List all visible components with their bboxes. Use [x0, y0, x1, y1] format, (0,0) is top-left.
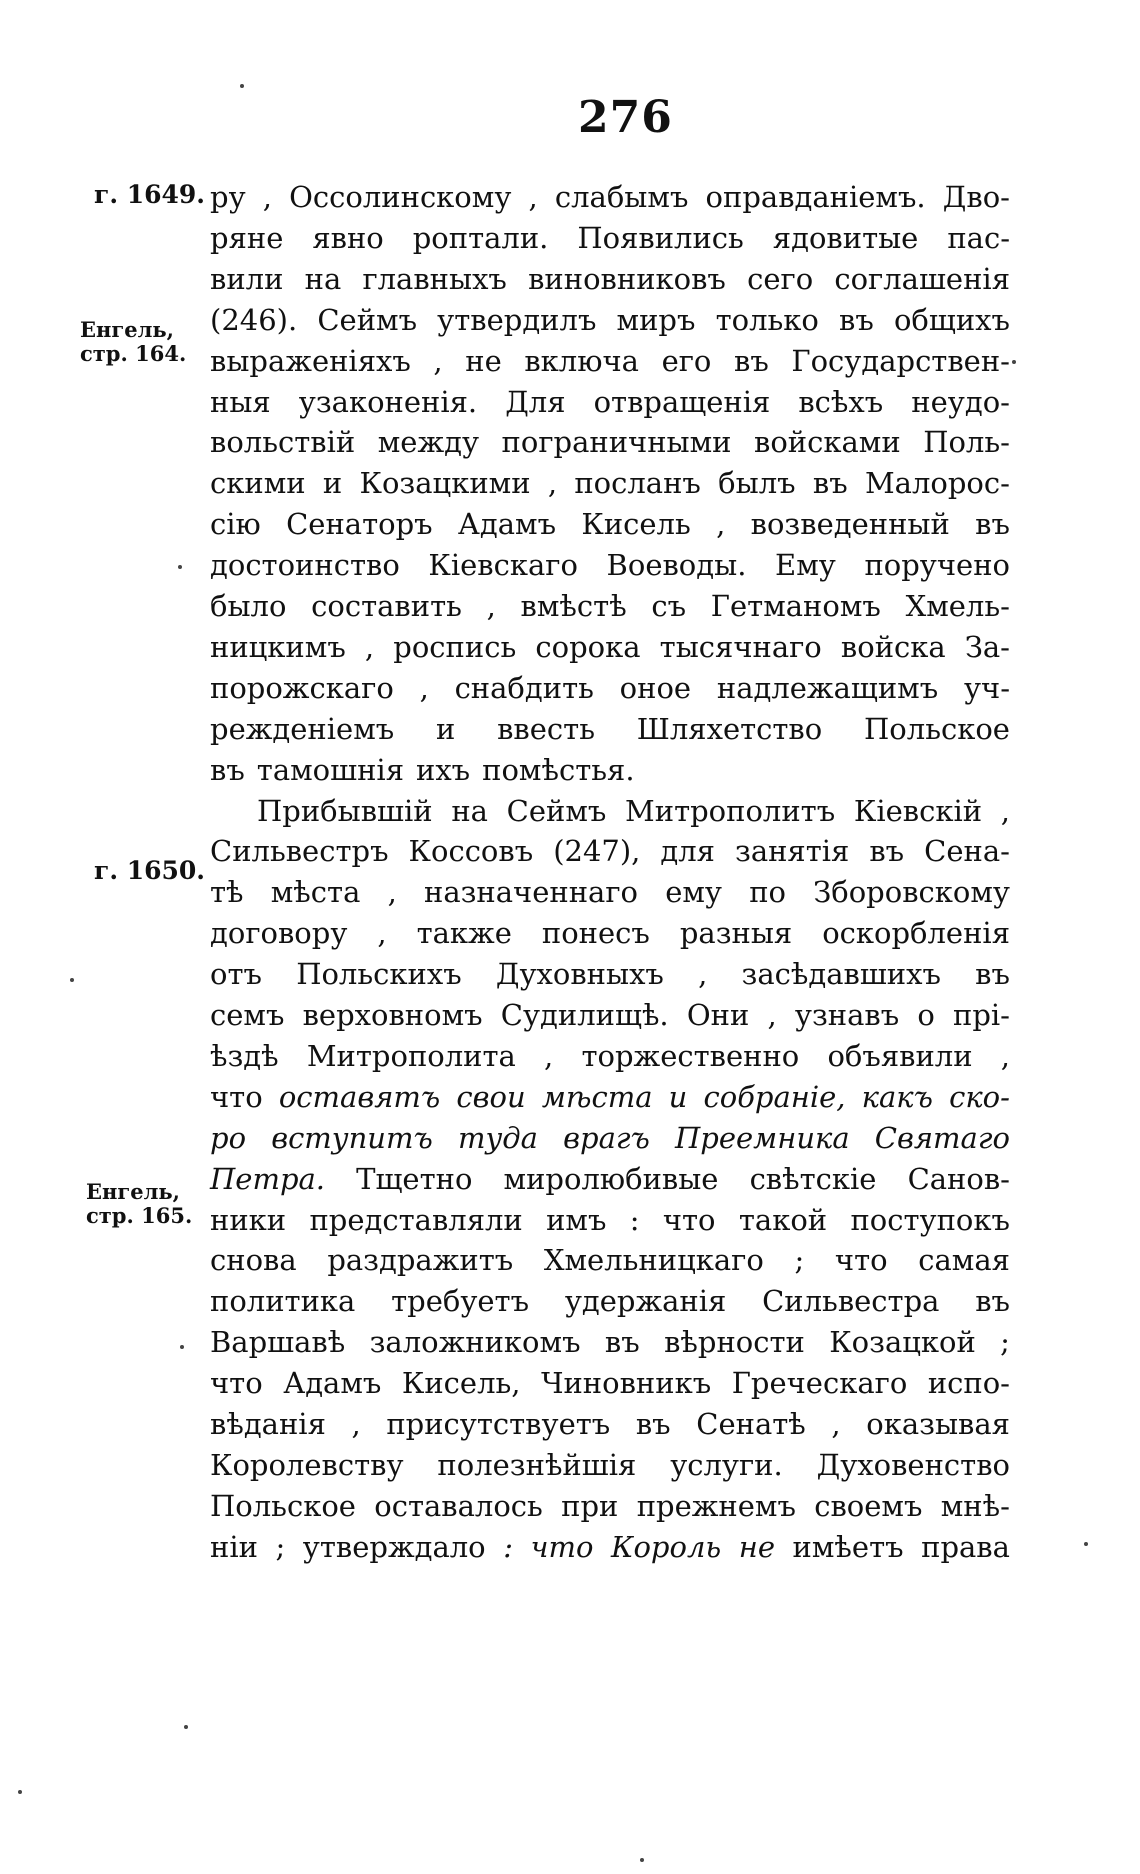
word: ,: [377, 916, 387, 951]
text-line: [210, 1280, 1010, 1322]
text-line: [210, 585, 1010, 627]
text-line: [210, 1526, 1010, 1568]
word: заложникомъ: [369, 1325, 581, 1360]
word: сорока: [535, 629, 641, 664]
word: слабымъ: [554, 180, 689, 214]
word: Ему: [775, 548, 836, 583]
text-line: [210, 1076, 1010, 1118]
word: главныхъ: [362, 261, 507, 296]
word: также: [416, 916, 512, 951]
word: объявили: [827, 1038, 973, 1073]
word: Козацкой: [829, 1325, 976, 1360]
word: скими: [210, 466, 306, 501]
word: Зборовскому: [813, 875, 1010, 910]
word: :: [503, 1529, 513, 1564]
word: всѣхъ: [798, 384, 884, 419]
word: ,: [547, 466, 558, 501]
word: права: [921, 1529, 1010, 1564]
margin-year-1650: г. 1650.: [94, 856, 206, 885]
word: представляли: [309, 1202, 523, 1237]
text-line: [210, 299, 1010, 341]
text-line: [210, 830, 1010, 872]
stray-mark: [640, 1858, 644, 1862]
word: услуги.: [670, 1447, 783, 1482]
word: и: [322, 466, 343, 501]
text-line: [210, 1444, 1010, 1486]
word: помѣстья.: [482, 752, 635, 787]
word: его: [661, 343, 712, 378]
word: въ: [635, 1407, 671, 1441]
word: Малорос-: [864, 466, 1010, 501]
word: ихъ: [416, 752, 471, 787]
word: Сена-: [924, 834, 1010, 869]
word: не: [738, 1529, 776, 1564]
word: отвращенія: [593, 384, 771, 419]
word: назначеннаго: [423, 875, 638, 910]
word: войска: [840, 629, 946, 664]
word: Появились: [577, 220, 744, 255]
word: Адамъ: [283, 1366, 382, 1401]
text-line: [210, 176, 1010, 218]
word: тысячнаго: [659, 629, 822, 664]
stray-mark: [1084, 1542, 1088, 1546]
word: Преемника: [675, 1120, 850, 1155]
text-line: [210, 1485, 1010, 1527]
word: ско-: [949, 1079, 1010, 1114]
word: Кисель,: [401, 1366, 521, 1401]
word: на: [304, 261, 342, 296]
word: отъ: [210, 957, 262, 992]
word: оскорбленія: [822, 916, 1010, 951]
word: Тщетно: [356, 1161, 473, 1196]
word: ;: [275, 1529, 286, 1564]
word: ,: [419, 670, 429, 705]
word: достоинство: [210, 548, 400, 583]
word: по: [749, 875, 786, 910]
margin-note-engel-165: [86, 1180, 192, 1228]
word: соглашенія: [834, 261, 1010, 296]
word: ру: [210, 180, 246, 214]
word: (246).: [210, 302, 298, 337]
word: ро: [210, 1120, 247, 1155]
word: собраніе,: [703, 1079, 846, 1114]
word: Прибывшій: [257, 793, 433, 828]
word: оставятъ: [278, 1079, 441, 1114]
word: уч-: [963, 670, 1010, 705]
word: ;: [1000, 1325, 1010, 1360]
word: Варшавѣ: [210, 1325, 346, 1360]
word: Хмель-: [905, 589, 1010, 623]
text-line: [210, 912, 1010, 954]
word: Сеймъ: [506, 793, 607, 828]
word: ,: [528, 180, 538, 214]
word: былъ: [718, 466, 796, 501]
margin-note-line: Енгель,: [80, 317, 174, 342]
word: Королевству: [210, 1447, 404, 1482]
stray-mark: [178, 565, 182, 569]
text-line: [210, 381, 1010, 423]
text-line: [210, 953, 1010, 995]
word: въ: [975, 1284, 1010, 1319]
word: Сеймъ: [317, 302, 418, 337]
word: Санов-: [907, 1161, 1010, 1196]
word: прежнемъ: [636, 1488, 796, 1523]
word: полезнѣйшія: [437, 1447, 637, 1482]
word: :: [629, 1202, 640, 1237]
word: ,: [1000, 793, 1010, 828]
word: ,: [767, 998, 777, 1032]
word: самая: [918, 1243, 1010, 1278]
text-line: [210, 749, 1010, 791]
word: при: [561, 1488, 619, 1523]
word: въ: [975, 507, 1010, 542]
word: Государствен-: [791, 343, 1010, 378]
text-line: [210, 1035, 1010, 1077]
word: оправданіемъ.: [705, 180, 926, 214]
word: въ: [869, 834, 905, 869]
word: ряне: [210, 220, 284, 255]
word: не: [465, 343, 502, 378]
margin-note-line: Енгель,: [86, 1179, 180, 1204]
word: оказывая: [866, 1407, 1010, 1441]
text-line: [210, 1239, 1010, 1281]
word: Оссолинскому: [289, 180, 512, 214]
word: Воеводы.: [606, 548, 747, 583]
margin-note-line: стр. 164.: [80, 341, 187, 366]
word: вили: [210, 261, 284, 296]
word: между: [377, 425, 480, 460]
stray-mark: [1012, 360, 1016, 364]
margin-year-1649: г. 1649.: [94, 180, 206, 209]
word: какъ: [861, 1079, 933, 1114]
word: имъ: [546, 1202, 607, 1237]
word: испо-: [927, 1366, 1010, 1401]
word: включа: [524, 343, 639, 378]
word: поступокъ: [850, 1202, 1010, 1237]
word: удержанія: [564, 1284, 727, 1319]
word: ,: [486, 589, 496, 623]
word: въ: [839, 302, 874, 337]
word: войсками: [754, 425, 901, 460]
word: Гетманомъ: [710, 589, 881, 623]
word: было: [210, 589, 287, 623]
word: и: [435, 711, 456, 746]
word: Шляхетство: [636, 711, 823, 746]
word: выраженіяхъ: [210, 343, 411, 378]
word: вмѣстѣ: [520, 589, 627, 623]
word: ,: [262, 180, 272, 214]
word: неудо-: [911, 384, 1010, 419]
word: ,: [364, 629, 375, 664]
word: ніи: [210, 1529, 258, 1564]
word: занятія: [735, 834, 850, 869]
text-line: [210, 462, 1010, 504]
text-line: [210, 1362, 1010, 1404]
text-line: [210, 708, 1010, 750]
word: въ: [604, 1325, 640, 1360]
word: о: [917, 998, 935, 1032]
margin-note-engel-164: [80, 318, 186, 366]
word: Адамъ: [457, 507, 557, 542]
word: За-: [964, 629, 1010, 664]
word: вѣданія: [210, 1407, 326, 1441]
word: Коссовъ: [408, 834, 534, 869]
word: только: [715, 302, 819, 337]
stray-mark: [184, 1725, 188, 1729]
text-line: [210, 258, 1010, 300]
word: верховномъ: [302, 998, 483, 1032]
word: Сильвестръ: [210, 834, 389, 869]
word: узнавъ: [794, 998, 900, 1032]
stray-mark: [240, 84, 244, 88]
word: Козацкими: [359, 466, 531, 501]
word: снабдить: [454, 670, 594, 705]
text-line: [210, 994, 1010, 1036]
word: Кіевскій: [853, 793, 983, 828]
word: Митрополита: [306, 1038, 516, 1073]
word: Сильвестра: [762, 1284, 940, 1319]
word: ему: [665, 875, 722, 910]
word: утвердилъ: [437, 302, 597, 337]
text-line: [210, 626, 1010, 668]
word: пас-: [947, 220, 1010, 255]
word: свои: [456, 1079, 526, 1114]
word: посланъ: [574, 466, 701, 501]
text-line: [210, 1158, 1010, 1200]
word: оное: [619, 670, 692, 705]
word: семъ: [210, 998, 285, 1032]
text-line: [210, 871, 1010, 913]
word: Хмельницкаго: [543, 1243, 764, 1278]
word: ;: [794, 1243, 805, 1278]
word: Петра.: [210, 1161, 326, 1196]
page-number: 276: [578, 92, 673, 143]
word: ввесть: [497, 711, 595, 746]
word: на: [451, 793, 488, 828]
word: Кіевскаго: [428, 548, 578, 583]
word: Святаго: [874, 1120, 1010, 1155]
word: вѣрности: [664, 1325, 805, 1360]
text-line: [210, 421, 1010, 463]
word: разныя: [679, 916, 793, 951]
word: Духовныхъ: [495, 957, 664, 992]
margin-note-line: стр. 165.: [86, 1203, 193, 1228]
word: (247),: [553, 834, 641, 869]
text-line: [210, 667, 1010, 709]
word: утверждало: [302, 1529, 486, 1564]
stray-mark: [180, 1345, 184, 1349]
word: ,: [544, 1038, 554, 1073]
word: Польское: [864, 711, 1010, 746]
word: Польское: [210, 1488, 356, 1523]
word: для: [660, 834, 715, 869]
word: своемъ: [814, 1488, 923, 1523]
word: туда: [457, 1120, 538, 1155]
word: виновниковъ: [528, 261, 726, 296]
word: пограничными: [501, 425, 732, 460]
word: Митрополитъ: [625, 793, 836, 828]
word: въ: [734, 343, 769, 378]
text-line: [210, 1199, 1010, 1241]
word: въ: [975, 957, 1010, 992]
word: Судилищѣ.: [500, 998, 669, 1032]
word: ядовитые: [772, 220, 919, 255]
text-line: [210, 217, 1010, 259]
word: поручено: [864, 548, 1010, 583]
word: Духовенство: [816, 1447, 1010, 1482]
word: режденіемъ: [210, 711, 395, 746]
word: роптали.: [412, 220, 549, 255]
word: явно: [312, 220, 384, 255]
word: прі-: [953, 998, 1010, 1032]
word: ,: [351, 1407, 361, 1441]
word: что: [530, 1529, 594, 1564]
word: тамошнія: [256, 752, 404, 787]
word: засѣдавшихъ: [741, 957, 941, 992]
word: надлежащимъ: [716, 670, 939, 705]
word: ѣздѣ: [210, 1038, 279, 1073]
word: Чиновникъ: [541, 1366, 712, 1401]
word: ,: [698, 957, 708, 992]
word: роспись: [393, 629, 517, 664]
word: составить: [311, 589, 462, 623]
word: имѣетъ: [792, 1529, 904, 1564]
word: Король: [611, 1529, 722, 1564]
word: Польскихъ: [296, 957, 462, 992]
word: что: [834, 1243, 888, 1278]
word: Кисель: [581, 507, 691, 542]
word: Сенаторъ: [286, 507, 433, 542]
text-line: [210, 1117, 1010, 1159]
text-line: [210, 1403, 1010, 1445]
stray-mark: [18, 1790, 22, 1794]
word: ,: [433, 343, 443, 378]
word: сего: [747, 261, 814, 296]
word: что: [662, 1202, 716, 1237]
word: порожскаго: [210, 670, 394, 705]
word: ницкимъ: [210, 629, 346, 664]
word: возведенный: [750, 507, 950, 542]
word: требуетъ: [391, 1284, 530, 1319]
word: понесъ: [541, 916, 650, 951]
word: торжественно: [581, 1038, 800, 1073]
word: ,: [716, 507, 726, 542]
word: мѣста: [270, 875, 361, 910]
word: Для: [505, 384, 566, 419]
word: Дво-: [942, 180, 1010, 214]
word: что: [210, 1366, 263, 1401]
word: ,: [387, 875, 397, 910]
word: въ: [210, 752, 245, 787]
word: Они: [686, 998, 750, 1032]
text-line: [210, 544, 1010, 586]
word: и: [668, 1079, 688, 1114]
text-line: [210, 340, 1010, 382]
word: тѣ: [210, 875, 244, 910]
word: врагъ: [563, 1120, 650, 1155]
word: общихъ: [893, 302, 1010, 337]
text-line: [257, 790, 1010, 832]
word: съ: [651, 589, 687, 623]
word: мнѣ-: [940, 1488, 1010, 1523]
word: ники: [210, 1202, 287, 1237]
word: свѣтскіе: [749, 1161, 877, 1196]
word: такой: [738, 1202, 828, 1237]
stray-mark: [70, 978, 74, 982]
text-line: [210, 503, 1010, 545]
word: снова: [210, 1243, 297, 1278]
word: ,: [1000, 1038, 1010, 1073]
word: Греческаго: [731, 1366, 908, 1401]
word: миръ: [616, 302, 696, 337]
word: мѣста: [541, 1079, 653, 1114]
word: политика: [210, 1284, 356, 1319]
word: вольствій: [210, 425, 356, 460]
word: миролюбивые: [503, 1161, 719, 1196]
word: вступитъ: [271, 1120, 433, 1155]
word: договору: [210, 916, 348, 951]
text-line: [210, 1321, 1010, 1363]
word: сію: [210, 507, 261, 542]
word: присутствуетъ: [386, 1407, 611, 1441]
word: раздражитъ: [327, 1243, 514, 1278]
word: что: [210, 1079, 263, 1114]
word: оставалось: [374, 1488, 543, 1523]
word: узаконенія.: [298, 384, 478, 419]
word: ,: [831, 1407, 841, 1441]
word: въ: [812, 466, 848, 501]
word: Сенатѣ: [696, 1407, 806, 1441]
word: ныя: [210, 384, 271, 419]
word: Поль-: [923, 425, 1010, 460]
